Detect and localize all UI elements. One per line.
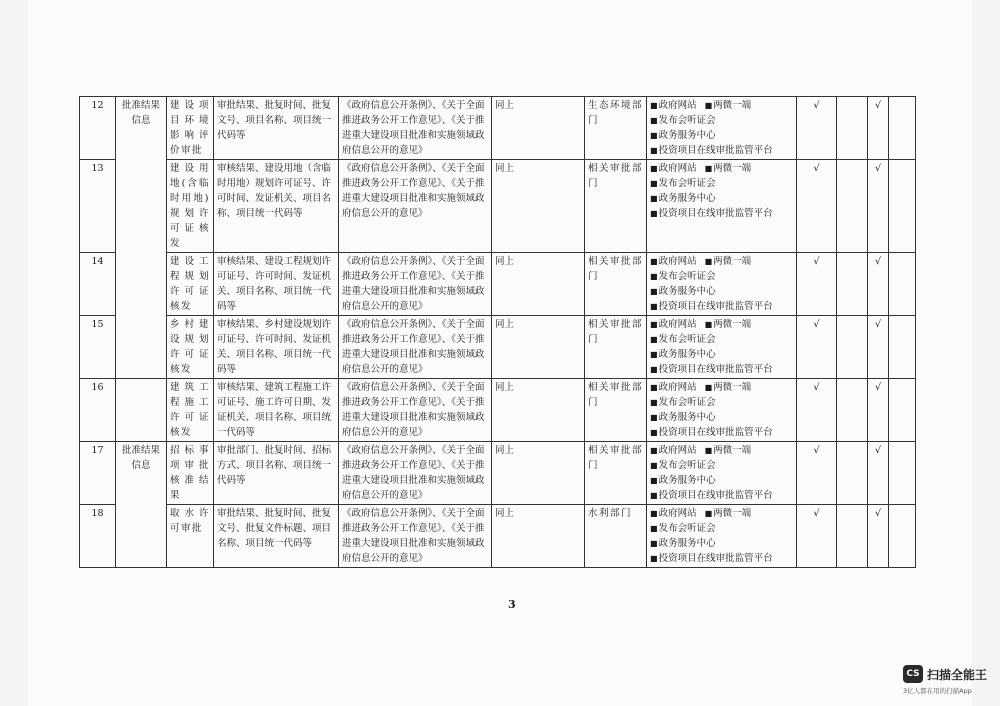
square-bullet-icon: ■ bbox=[650, 413, 658, 422]
square-bullet-icon: ■ bbox=[650, 257, 658, 266]
channel-line bbox=[650, 380, 793, 395]
category-cell: 批准结果信息 bbox=[116, 97, 167, 379]
square-bullet-icon: ■ bbox=[650, 446, 658, 455]
check-mark-icon: √ bbox=[874, 319, 882, 330]
square-bullet-icon: ■ bbox=[650, 194, 658, 203]
page-number: 3 bbox=[508, 598, 516, 611]
blank-2 bbox=[889, 160, 916, 253]
row-number: 17 bbox=[80, 442, 116, 505]
check-mark-icon: √ bbox=[813, 100, 820, 111]
channel-line bbox=[650, 161, 793, 176]
category-cell-empty bbox=[116, 379, 167, 442]
square-bullet-icon: ■ bbox=[704, 257, 713, 266]
channel-line bbox=[650, 254, 793, 269]
square-bullet-icon: ■ bbox=[704, 320, 713, 329]
channel-line bbox=[650, 299, 793, 314]
basis-cell: 《政府信息公开条例》、《关于全面推进政务公开工作意见》、《关于推进重大建设项目批准和实施领域政府信息公开的意见》 bbox=[339, 379, 492, 442]
table-row bbox=[80, 505, 916, 568]
channel-service: 政务服务中心 bbox=[658, 538, 716, 549]
table-row bbox=[80, 316, 916, 379]
channel-service: 政务服务中心 bbox=[658, 193, 716, 204]
dept-cell: 相关审批部门 bbox=[585, 379, 647, 442]
square-bullet-icon: ■ bbox=[650, 209, 658, 218]
channel-gov-site: 政府网站 bbox=[658, 256, 697, 267]
channel-service: 政务服务中心 bbox=[658, 286, 716, 297]
channel-platform: 投资项目在线审批监管平台 bbox=[658, 553, 773, 564]
channel-line bbox=[650, 551, 793, 566]
basis-cell: 《政府信息公开条例》、《关于全面推进政务公开工作意见》、《关于推进重大建设项目批准和实施领域政府信息公开的意见》 bbox=[339, 160, 492, 253]
channels-cell bbox=[647, 379, 797, 442]
channel-platform: 投资项目在线审批监管平台 bbox=[658, 427, 773, 438]
square-bullet-icon: ■ bbox=[650, 554, 658, 563]
square-bullet-icon: ■ bbox=[650, 476, 658, 485]
check-mark-icon: √ bbox=[874, 382, 882, 393]
channel-line bbox=[650, 473, 793, 488]
basis-cell: 《政府信息公开条例》、《关于全面推进政务公开工作意见》、《关于推进重大建设项目批准和实施领域政府信息公开的意见》 bbox=[339, 442, 492, 505]
channels-cell bbox=[647, 505, 797, 568]
channel-service: 政务服务中心 bbox=[658, 412, 716, 423]
channel-line bbox=[650, 128, 793, 143]
row-number: 13 bbox=[80, 160, 116, 253]
category-cell: 批准结果信息 bbox=[116, 442, 167, 568]
blank-2 bbox=[889, 442, 916, 505]
check-mark-icon: √ bbox=[874, 256, 882, 267]
check-1 bbox=[797, 316, 837, 379]
channels-cell bbox=[647, 160, 797, 253]
channel-line bbox=[650, 98, 793, 113]
channel-line bbox=[650, 347, 793, 362]
row-number: 15 bbox=[80, 316, 116, 379]
channels-cell bbox=[647, 316, 797, 379]
check-2 bbox=[868, 442, 889, 505]
square-bullet-icon: ■ bbox=[650, 146, 658, 155]
square-bullet-icon: ■ bbox=[704, 383, 713, 392]
blank-2 bbox=[889, 316, 916, 379]
channel-press: 发布会听证会 bbox=[658, 523, 716, 534]
content-cell: 审核结果、乡村建设规划许可证号、许可时间、发证机关、项目名称、项目统一代码等 bbox=[214, 316, 339, 379]
channel-wechat: 两微一端 bbox=[713, 163, 752, 174]
watermark-tagline: 3亿人都在用的扫描App bbox=[903, 687, 972, 695]
channel-platform: 投资项目在线审批监管平台 bbox=[658, 364, 773, 375]
blank-2 bbox=[889, 253, 916, 316]
item-cell: 建设工程规划许可证核发 bbox=[167, 253, 214, 316]
timing-cell: 同上 bbox=[492, 442, 585, 505]
timing-cell: 同上 bbox=[492, 316, 585, 379]
dept-cell: 相关审批部门 bbox=[585, 316, 647, 379]
channel-gov-site: 政府网站 bbox=[658, 382, 697, 393]
channel-gov-site: 政府网站 bbox=[658, 508, 697, 519]
channel-press: 发布会听证会 bbox=[658, 271, 716, 282]
square-bullet-icon: ■ bbox=[650, 131, 658, 140]
row-number: 12 bbox=[80, 97, 116, 160]
dept-cell: 相关审批部门 bbox=[585, 160, 647, 253]
square-bullet-icon: ■ bbox=[650, 398, 658, 407]
channel-wechat: 两微一端 bbox=[713, 319, 752, 330]
square-bullet-icon: ■ bbox=[704, 101, 713, 110]
row-number: 14 bbox=[80, 253, 116, 316]
square-bullet-icon: ■ bbox=[650, 428, 658, 437]
square-bullet-icon: ■ bbox=[650, 287, 658, 296]
check-2 bbox=[868, 316, 889, 379]
table-row bbox=[80, 160, 916, 253]
check-mark-icon: √ bbox=[813, 256, 820, 267]
square-bullet-icon: ■ bbox=[704, 509, 713, 518]
square-bullet-icon: ■ bbox=[650, 509, 658, 518]
check-2 bbox=[868, 97, 889, 160]
scanner-watermark bbox=[903, 665, 987, 683]
dept-cell: 水利部门 bbox=[585, 505, 647, 568]
blank-1 bbox=[837, 505, 868, 568]
row-number: 16 bbox=[80, 379, 116, 442]
channel-wechat: 两微一端 bbox=[713, 382, 752, 393]
square-bullet-icon: ■ bbox=[650, 461, 658, 470]
square-bullet-icon: ■ bbox=[650, 272, 658, 281]
content-cell: 审批结果、批复时间、批复文号、批复文件标题、项目名称、项目统一代码等 bbox=[214, 505, 339, 568]
content-cell: 审核结果、建设工程规划许可证号、许可时间、发证机关、项目名称、项目统一代码等 bbox=[214, 253, 339, 316]
check-1 bbox=[797, 160, 837, 253]
channel-service: 政务服务中心 bbox=[658, 349, 716, 360]
table-row bbox=[80, 97, 916, 160]
item-cell: 乡村建设规划许可证核发 bbox=[167, 316, 214, 379]
content-cell: 审核结果、建筑工程施工许可证号、施工许可日期、发证机关、项目名称、项目统一代码等 bbox=[214, 379, 339, 442]
square-bullet-icon: ■ bbox=[650, 383, 658, 392]
channel-line bbox=[650, 395, 793, 410]
channel-gov-site: 政府网站 bbox=[658, 445, 697, 456]
square-bullet-icon: ■ bbox=[650, 365, 658, 374]
square-bullet-icon: ■ bbox=[704, 446, 713, 455]
square-bullet-icon: ■ bbox=[650, 302, 658, 311]
channel-line bbox=[650, 506, 793, 521]
channel-platform: 投资项目在线审批监管平台 bbox=[658, 301, 773, 312]
table-row bbox=[80, 379, 916, 442]
channel-press: 发布会听证会 bbox=[658, 178, 716, 189]
channel-service: 政务服务中心 bbox=[658, 130, 716, 141]
basis-cell: 《政府信息公开条例》、《关于全面推进政务公开工作意见》、《关于推进重大建设项目批准和实施领域政府信息公开的意见》 bbox=[339, 505, 492, 568]
channels-cell bbox=[647, 253, 797, 316]
channel-line bbox=[650, 410, 793, 425]
timing-cell: 同上 bbox=[492, 379, 585, 442]
content-cell: 审批结果、批复时间、批复文号、项目名称、项目统一代码等 bbox=[214, 97, 339, 160]
channel-press: 发布会听证会 bbox=[658, 460, 716, 471]
channel-line bbox=[650, 488, 793, 503]
channel-line bbox=[650, 536, 793, 551]
channel-line bbox=[650, 269, 793, 284]
timing-cell: 同上 bbox=[492, 160, 585, 253]
content-cell: 审批部门、批复时间、招标方式、项目名称、项目统一代码等 bbox=[214, 442, 339, 505]
blank-1 bbox=[837, 316, 868, 379]
check-1 bbox=[797, 253, 837, 316]
dept-cell: 相关审批部门 bbox=[585, 442, 647, 505]
square-bullet-icon: ■ bbox=[704, 164, 713, 173]
disclosure-table bbox=[79, 96, 916, 568]
channel-wechat: 两微一端 bbox=[713, 100, 752, 111]
check-1 bbox=[797, 97, 837, 160]
check-mark-icon: √ bbox=[874, 508, 882, 519]
channel-gov-site: 政府网站 bbox=[658, 163, 697, 174]
blank-1 bbox=[837, 253, 868, 316]
square-bullet-icon: ■ bbox=[650, 320, 658, 329]
square-bullet-icon: ■ bbox=[650, 116, 658, 125]
check-mark-icon: √ bbox=[813, 382, 820, 393]
blank-1 bbox=[837, 160, 868, 253]
item-cell: 建设用地(含临时用地)规划许可证核发 bbox=[167, 160, 214, 253]
channel-platform: 投资项目在线审批监管平台 bbox=[658, 208, 773, 219]
channel-line bbox=[650, 362, 793, 377]
channels-cell bbox=[647, 442, 797, 505]
channel-line bbox=[650, 425, 793, 440]
channel-line bbox=[650, 443, 793, 458]
item-cell: 招标事项审批核准结果 bbox=[167, 442, 214, 505]
blank-1 bbox=[837, 442, 868, 505]
check-mark-icon: √ bbox=[813, 508, 820, 519]
timing-cell: 同上 bbox=[492, 253, 585, 316]
square-bullet-icon: ■ bbox=[650, 101, 658, 110]
square-bullet-icon: ■ bbox=[650, 524, 658, 533]
dept-cell: 相关审批部门 bbox=[585, 253, 647, 316]
channel-wechat: 两微一端 bbox=[713, 445, 752, 456]
channel-press: 发布会听证会 bbox=[658, 115, 716, 126]
table-row bbox=[80, 253, 916, 316]
timing-cell: 同上 bbox=[492, 505, 585, 568]
blank-2 bbox=[889, 97, 916, 160]
check-mark-icon: √ bbox=[813, 445, 820, 456]
check-mark-icon: √ bbox=[874, 100, 882, 111]
check-mark-icon: √ bbox=[813, 163, 820, 174]
basis-cell: 《政府信息公开条例》、《关于全面推进政务公开工作意见》、《关于推进重大建设项目批准和实施领域政府信息公开的意见》 bbox=[339, 316, 492, 379]
channel-line bbox=[650, 458, 793, 473]
blank-1 bbox=[837, 379, 868, 442]
check-2 bbox=[868, 253, 889, 316]
channel-platform: 投资项目在线审批监管平台 bbox=[658, 490, 773, 501]
cs-logo-icon: CS bbox=[903, 665, 923, 683]
square-bullet-icon: ■ bbox=[650, 539, 658, 548]
basis-cell: 《政府信息公开条例》、《关于全面推进政务公开工作意见》、《关于推进重大建设项目批准和实施领域政府信息公开的意见》 bbox=[339, 97, 492, 160]
channel-line bbox=[650, 521, 793, 536]
basis-cell: 《政府信息公开条例》、《关于全面推进政务公开工作意见》、《关于推进重大建设项目批准和实施领域政府信息公开的意见》 bbox=[339, 253, 492, 316]
channel-gov-site: 政府网站 bbox=[658, 100, 697, 111]
table-row bbox=[80, 442, 916, 505]
channel-press: 发布会听证会 bbox=[658, 334, 716, 345]
channel-platform: 投资项目在线审批监管平台 bbox=[658, 145, 773, 156]
check-mark-icon: √ bbox=[874, 445, 882, 456]
watermark-brand: 扫描全能王 bbox=[927, 667, 988, 682]
row-number: 18 bbox=[80, 505, 116, 568]
content-cell: 审核结果、建设用地（含临时用地）规划许可证号、许可时间、发证机关、项目名称、项目统一代码等 bbox=[214, 160, 339, 253]
blank-2 bbox=[889, 505, 916, 568]
check-1 bbox=[797, 505, 837, 568]
check-1 bbox=[797, 379, 837, 442]
channel-line bbox=[650, 284, 793, 299]
channel-line bbox=[650, 206, 793, 221]
check-2 bbox=[868, 160, 889, 253]
channel-line bbox=[650, 191, 793, 206]
square-bullet-icon: ■ bbox=[650, 491, 658, 500]
check-2 bbox=[868, 505, 889, 568]
channel-gov-site: 政府网站 bbox=[658, 319, 697, 330]
square-bullet-icon: ■ bbox=[650, 350, 658, 359]
dept-cell: 生态环境部门 bbox=[585, 97, 647, 160]
channel-wechat: 两微一端 bbox=[713, 256, 752, 267]
check-1 bbox=[797, 442, 837, 505]
item-cell: 建设项目环境影响评价审批 bbox=[167, 97, 214, 160]
channel-line bbox=[650, 143, 793, 158]
blank-2 bbox=[889, 379, 916, 442]
blank-1 bbox=[837, 97, 868, 160]
item-cell: 建筑工程施工许可证核发 bbox=[167, 379, 214, 442]
channels-cell bbox=[647, 97, 797, 160]
square-bullet-icon: ■ bbox=[650, 164, 658, 173]
timing-cell: 同上 bbox=[492, 97, 585, 160]
square-bullet-icon: ■ bbox=[650, 335, 658, 344]
item-cell: 取水许可审批 bbox=[167, 505, 214, 568]
check-2 bbox=[868, 379, 889, 442]
channel-service: 政务服务中心 bbox=[658, 475, 716, 486]
channel-wechat: 两微一端 bbox=[713, 508, 752, 519]
channel-line bbox=[650, 176, 793, 191]
channel-line bbox=[650, 332, 793, 347]
square-bullet-icon: ■ bbox=[650, 179, 658, 188]
channel-line bbox=[650, 317, 793, 332]
check-mark-icon: √ bbox=[874, 163, 882, 174]
check-mark-icon: √ bbox=[813, 319, 820, 330]
channel-line bbox=[650, 113, 793, 128]
channel-press: 发布会听证会 bbox=[658, 397, 716, 408]
